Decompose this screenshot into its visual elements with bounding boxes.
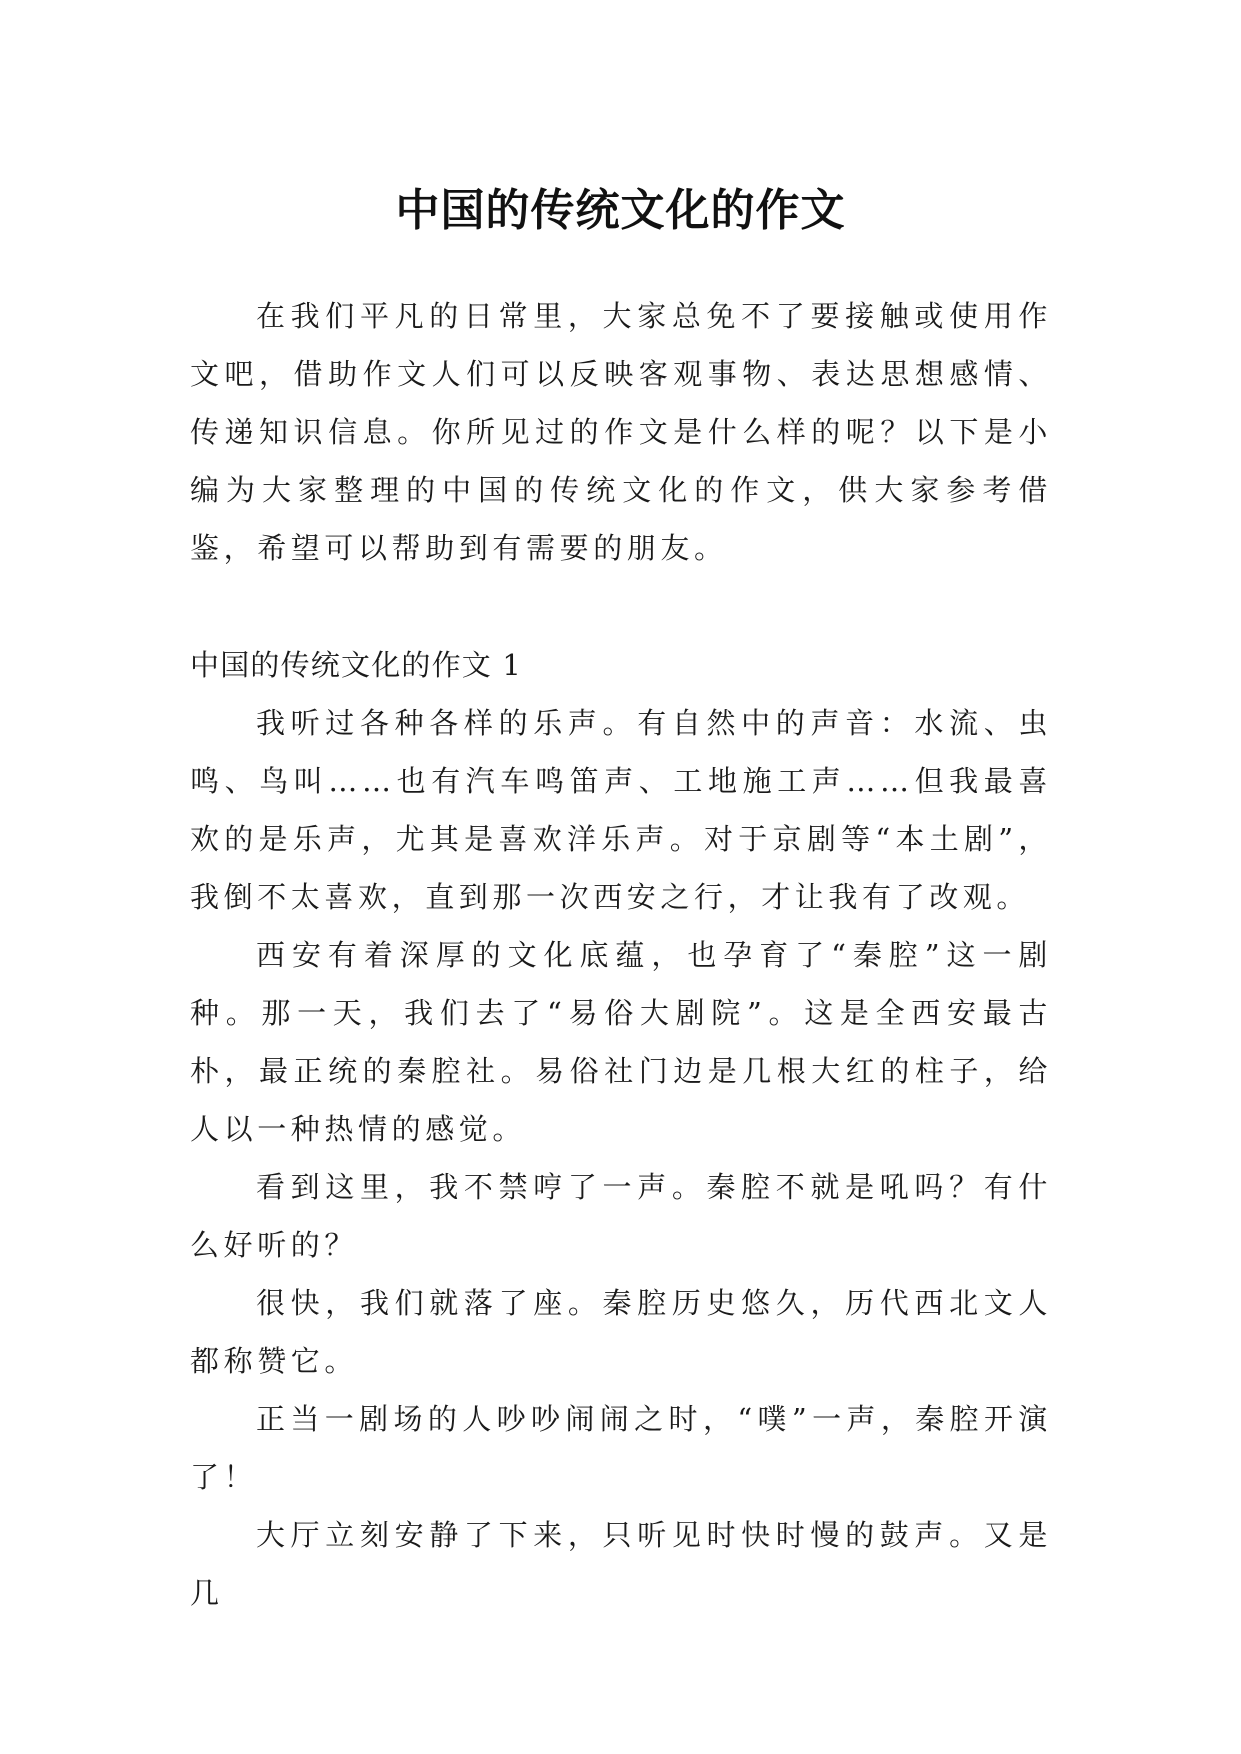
- intro-paragraph: 在我们平凡的日常里，大家总免不了要接触或使用作文吧，借助作文人们可以反映客观事物、表达思想感情、传递知识信息。你所见过的作文是什么样的呢？以下是小编为大家整理的中国的传统文化的作文，供大家参考借鉴，希望可以帮助到有需要的朋友。: [190, 299, 1052, 565]
- essay-paragraph: 我听过各种各样的乐声。有自然中的声音：水流、虫鸣、鸟叫……也有汽车鸣笛声、工地施工声……但我最喜欢的是乐声，尤其是喜欢洋乐声。对于京剧等“本土剧”，我倒不太喜欢，直到那一次西安之行，才让我有了改观。: [190, 706, 1052, 914]
- essay-body: [190, 694, 1052, 1622]
- essay-paragraph: 看到这里，我不禁哼了一声。秦腔不就是吼吗？有什么好听的？: [190, 1170, 1052, 1262]
- document-title: 中国的传统文化的作文: [395, 185, 846, 237]
- essay-paragraph: 很快，我们就落了座。秦腔历史悠久，历代西北文人都称赞它。: [190, 1286, 1052, 1378]
- section-heading: 中国的传统文化的作文 1: [190, 648, 523, 682]
- essay-paragraph: 西安有着深厚的文化底蕴，也孕育了“秦腔”这一剧种。那一天，我们去了“易俗大剧院”。这是全西安最古朴，最正统的秦腔社。易俗社门边是几根大红的柱子，给人以一种热情的感觉。: [190, 938, 1052, 1146]
- essay-paragraph: 大厅立刻安静了下来，只听见时快时慢的鼓声。又是几: [190, 1518, 1052, 1610]
- essay-paragraph: 正当一剧场的人吵吵闹闹之时，“噗”一声，秦腔开演了！: [190, 1402, 1052, 1494]
